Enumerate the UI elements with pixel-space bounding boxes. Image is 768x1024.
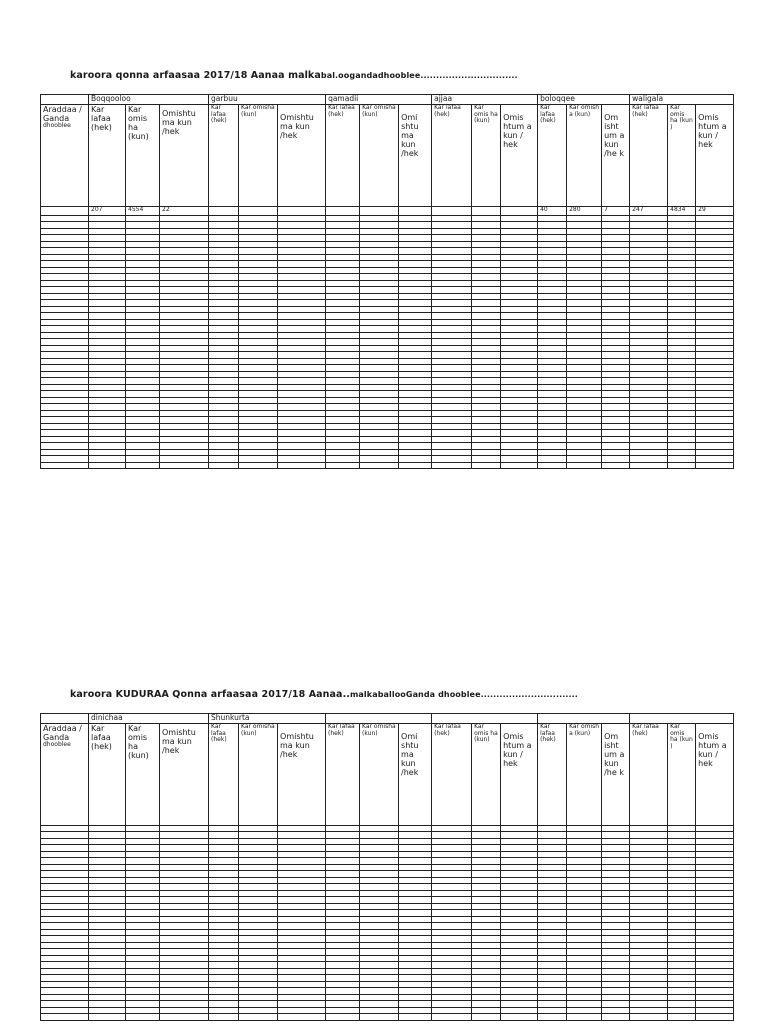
- section1-table: [40, 94, 734, 469]
- crop-group-header: qamadii: [326, 95, 432, 105]
- section2-table: [40, 713, 734, 1021]
- kebele-header-sublabel: dhooblee: [43, 741, 71, 748]
- crop-group-header: garbuu: [209, 95, 326, 105]
- empty-cell: [209, 462, 239, 469]
- empty-cell: [89, 1014, 126, 1021]
- sub-header-row: [41, 723, 734, 825]
- data-row: [41, 206, 734, 215]
- section2-title: [70, 689, 578, 700]
- empty-cell: [239, 1014, 278, 1021]
- production-header: Kar omisha (kun): [360, 104, 399, 206]
- empty-cell: [668, 1014, 696, 1021]
- area-header: Kar lafaa (hek): [432, 104, 472, 206]
- yield-header: Om isht um a kun /he k: [602, 104, 630, 206]
- empty-cell: [602, 1014, 630, 1021]
- yield-header: Omis htum a kun / hek: [696, 104, 734, 206]
- empty-cell: [278, 1014, 326, 1021]
- data-cell: 4834: [668, 206, 696, 215]
- crop-group-header: waligala: [630, 95, 734, 105]
- data-cell: [41, 206, 89, 215]
- empty-cell: [160, 462, 209, 469]
- production-header: Kar omish a (kun): [567, 723, 602, 825]
- empty-cell: [360, 462, 399, 469]
- section2-title-main: karoora KUDURAA Qonna arfaasaa 2017/18 Aanaa..: [70, 689, 350, 700]
- yield-header: Omishtu ma kun /hek: [160, 104, 209, 206]
- crop-group-header: [326, 714, 432, 724]
- production-header: Kar omis ha (kun): [472, 723, 501, 825]
- data-cell: 4554: [126, 206, 160, 215]
- area-header: Kar lafaa (hek): [326, 104, 360, 206]
- yield-header: Omishtu ma kun /hek: [160, 723, 209, 825]
- group-header-row: [41, 714, 734, 724]
- area-header: Kar lafaa (hek): [209, 723, 239, 825]
- empty-cell: [696, 462, 734, 469]
- yield-header: Omi shtu ma kun /hek: [399, 723, 432, 825]
- production-header: Kar omish a (kun): [567, 104, 602, 206]
- yield-header: Omis htum a kun / hek: [696, 723, 734, 825]
- data-cell: 247: [630, 206, 668, 215]
- crop-group-header: boloqqee: [538, 95, 630, 105]
- empty-cell: [538, 1014, 567, 1021]
- empty-cell: [668, 462, 696, 469]
- production-header: Kar omisha (kun): [239, 104, 278, 206]
- data-cell: [432, 206, 472, 215]
- area-header: Kar lafaa (hek): [326, 723, 360, 825]
- area-header: Kar lafaa (hek): [432, 723, 472, 825]
- group-header-blank: [41, 714, 89, 724]
- empty-cell: [326, 1014, 360, 1021]
- empty-cell: [567, 1014, 602, 1021]
- data-cell: [501, 206, 538, 215]
- empty-cell: [567, 462, 602, 469]
- empty-cell: [160, 1014, 209, 1021]
- production-header: Kar omis ha (kun): [472, 104, 501, 206]
- crop-group-header: Boqqooloo: [89, 95, 209, 105]
- empty-cell: [696, 1014, 734, 1021]
- data-cell: 7: [602, 206, 630, 215]
- empty-cell: [432, 1014, 472, 1021]
- area-header: Kar lafaa (hek): [89, 723, 126, 825]
- empty-cell: [126, 1014, 160, 1021]
- crop-group-header: dinichaa: [89, 714, 209, 724]
- kebele-header-sublabel: dhooblee: [43, 122, 71, 129]
- empty-cell: [501, 1014, 538, 1021]
- crop-group-header: [630, 714, 734, 724]
- sub-header-row: [41, 104, 734, 206]
- data-cell: [399, 206, 432, 215]
- kebele-header-label: Araddaa / Ganda: [43, 723, 82, 742]
- empty-cell: [360, 1014, 399, 1021]
- data-cell: [326, 206, 360, 215]
- section1-title-main: karoora qonna arfaasaa 2017/18 Aanaa malka: [70, 70, 321, 81]
- data-cell: 280: [567, 206, 602, 215]
- production-header: Kar omis ha (kun): [126, 104, 160, 206]
- empty-cell: [630, 462, 668, 469]
- empty-cell: [399, 1014, 432, 1021]
- data-cell: [209, 206, 239, 215]
- yield-header: Om isht um a kun /he k: [602, 723, 630, 825]
- data-cell: [278, 206, 326, 215]
- empty-cell: [89, 462, 126, 469]
- empty-cell: [41, 1014, 89, 1021]
- crop-group-header: [538, 714, 630, 724]
- yield-header: Omishtu ma kun /hek: [278, 104, 326, 206]
- empty-cell: [278, 462, 326, 469]
- data-cell: 40: [538, 206, 567, 215]
- production-header: Kar omis ha (kun): [126, 723, 160, 825]
- empty-cell: [41, 462, 89, 469]
- group-header-blank: [41, 95, 89, 105]
- kebele-header: [41, 104, 89, 206]
- empty-cell: [472, 1014, 501, 1021]
- empty-cell: [239, 462, 278, 469]
- empty-cell: [399, 462, 432, 469]
- section1-title-suffix: bal.oogandadhooblee...............................: [320, 71, 518, 80]
- crop-group-header: Shunkurta: [209, 714, 326, 724]
- section1-title: [70, 70, 518, 81]
- empty-cell: [501, 462, 538, 469]
- group-header-row: [41, 95, 734, 105]
- area-header: Kar lafaa (hek): [538, 104, 567, 206]
- empty-cell: [326, 462, 360, 469]
- yield-header: Omishtu ma kun /hek: [278, 723, 326, 825]
- empty-cell: [538, 462, 567, 469]
- kebele-header: [41, 723, 89, 825]
- kebele-header-label: Araddaa / Ganda: [43, 104, 82, 123]
- data-cell: 207: [89, 206, 126, 215]
- crop-group-header: [432, 714, 538, 724]
- area-header: Kar lafaa (hek): [538, 723, 567, 825]
- data-cell: 29: [696, 206, 734, 215]
- production-header: Kar omisha (kun): [360, 723, 399, 825]
- empty-cell: [472, 462, 501, 469]
- data-cell: [239, 206, 278, 215]
- area-header: Kar lafaa (hek): [209, 104, 239, 206]
- area-header: Kar lafaa (hek): [630, 104, 668, 206]
- data-cell: 22: [160, 206, 209, 215]
- empty-cell: [602, 462, 630, 469]
- production-header: Kar omis ha (kun ): [668, 723, 696, 825]
- empty-cell: [432, 462, 472, 469]
- crop-group-header: ajjaa: [432, 95, 538, 105]
- production-header: Kar omisha (kun): [239, 723, 278, 825]
- empty-cell: [630, 1014, 668, 1021]
- data-cell: [360, 206, 399, 215]
- data-cell: [472, 206, 501, 215]
- table-row: [41, 1014, 734, 1021]
- table-row: [41, 462, 734, 469]
- area-header: Kar lafaa (hek): [89, 104, 126, 206]
- yield-header: Omis htum a kun / hek: [501, 104, 538, 206]
- area-header: Kar lafaa (hek): [630, 723, 668, 825]
- empty-cell: [126, 462, 160, 469]
- production-header: Kar omis ha (kun ): [668, 104, 696, 206]
- yield-header: Omi shtu ma kun /hek: [399, 104, 432, 206]
- yield-header: Omis htum a kun / hek: [501, 723, 538, 825]
- empty-cell: [209, 1014, 239, 1021]
- section2-title-suffix: malkaballooGanda dhooblee...............................: [350, 690, 578, 699]
